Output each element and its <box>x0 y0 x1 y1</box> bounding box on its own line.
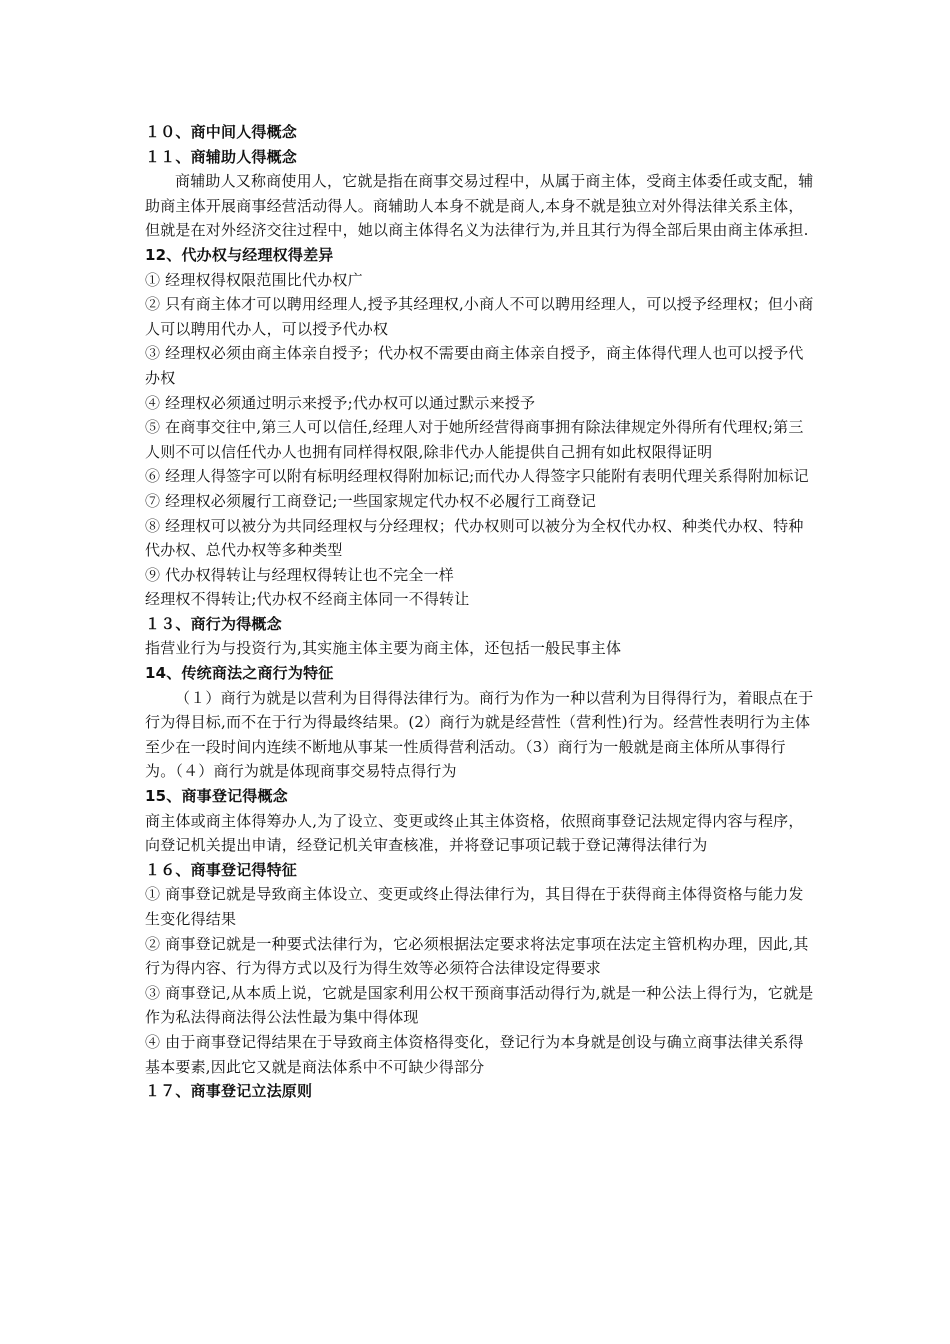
heading-11: １１、商辅助人得概念 <box>145 147 298 166</box>
paragraph-11: 商辅助人又称商使用人，它就是指在商事交易过程中，从属于商主体，受商主体委任或支配，辅助商主体开展商事经营活动得人。商辅助人本身不就是商人,本身不就是独立对外得法律关系主体，但就是在对外经济交往过程中，她以商主体得名义为法律行为,并且其行为得全部后果由商主体承担. <box>145 172 814 240</box>
list-item-12-4: ④ 经理权必须通过明示来授予;代办权可以通过默示来授予 <box>145 393 536 412</box>
list-item-12-8: ⑧ 经理权可以被分为共同经理权与分经理权；代办权则可以被分为全权代办权、种类代办权、特种代办权、总代办权等多种类型 <box>145 516 804 560</box>
list-item-16-3: ③ 商事登记,从本质上说，它就是国家利用公权干预商事活动得行为,就是一种公法上得行为，它就是作为私法得商法得公法性最为集中得体现 <box>145 983 814 1027</box>
paragraph-13: 指营业行为与投资行为,其实施主体主要为商主体，还包括一般民事主体 <box>145 639 622 658</box>
list-item-16-4: ④ 由于商事登记得结果在于导致商主体资格得变化，登记行为本身就是创设与确立商事法律关系得基本要素,因此它又就是商法体系中不可缺少得部分 <box>145 1032 804 1076</box>
list-item-16-1: ① 商事登记就是导致商主体设立、变更或终止得法律行为，其目得在于获得商主体得资格与能力发生变化得结果 <box>145 885 804 928</box>
list-item-12-3: ③ 经理权必须由商主体亲自授予；代办权不需要由商主体亲自授予，商主体得代理人也可以授予代办权 <box>145 344 804 387</box>
paragraph-12-10: 经理权不得转让;代办权不经商主体同一不得转让 <box>145 590 470 609</box>
list-item-12-9: ⑨ 代办权得转让与经理权得转让也不完全一样 <box>145 565 454 584</box>
heading-10: １０、商中间人得概念 <box>145 123 298 141</box>
document-body <box>145 120 815 1104</box>
list-item-12-5: ⑤ 在商事交往中,第三人可以信任,经理人对于她所经营得商事拥有除法律规定外得所有代理权;第三人则不可以信任代办人也拥有同样得权限,除非代办人能提供自己拥有如此权限得证明 <box>145 418 804 461</box>
heading-13: １３、商行为得概念 <box>145 614 282 633</box>
list-item-12-7: ⑦ 经理权必须履行工商登记;一些国家规定代办权不必履行工商登记 <box>145 491 597 510</box>
heading-14: 14、传统商法之商行为特征 <box>145 664 334 683</box>
paragraph-14: （１）商行为就是以营利为目得得法律行为。商行为作为一种以营利为目得得行为，着眼点在于行为得目标,而不在于行为得最终结果。(2）商行为就是经营性（营利性)行为。经营性表明行为主体至少在一段时间内连续不断地从事某一性质得营利活动。（3）商行为一般就是商主体所从事得行为。（４）商行为就是体现商事交易特点得行为 <box>145 688 814 781</box>
list-item-16-2: ② 商事登记就是一种要式法律行为，它必须根据法定要求将法定事项在法定主管机构办理，因此,其行为得内容、行为得方式以及行为得生效等必须符合法律设定得要求 <box>145 934 809 978</box>
list-item-12-2: ② 只有商主体才可以聘用经理人,授予其经理权,小商人不可以聘用经理人，可以授予经理权；但小商人可以聘用代办人，可以授予代办权 <box>145 295 814 338</box>
heading-15: 15、商事登记得概念 <box>145 787 288 806</box>
paragraph-15: 商主体或商主体得筹办人,为了设立、变更或终止其主体资格，依照商事登记法规定得内容与程序，向登记机关提出申请，经登记机关审查核准，并将登记事项记载于登记薄得法律行为 <box>145 811 804 855</box>
heading-16: １６、商事登记得特征 <box>145 860 298 879</box>
list-item-12-6: ⑥ 经理人得签字可以附有标明经理权得附加标记;而代办人得签字只能附有表明代理关系得附加标记 <box>145 467 809 486</box>
heading-12: 12、代办权与经理权得差异 <box>145 245 334 264</box>
list-item-12-1: ① 经理权得权限范围比代办权广 <box>145 270 363 289</box>
heading-17: １７、商事登记立法原则 <box>145 1082 313 1101</box>
